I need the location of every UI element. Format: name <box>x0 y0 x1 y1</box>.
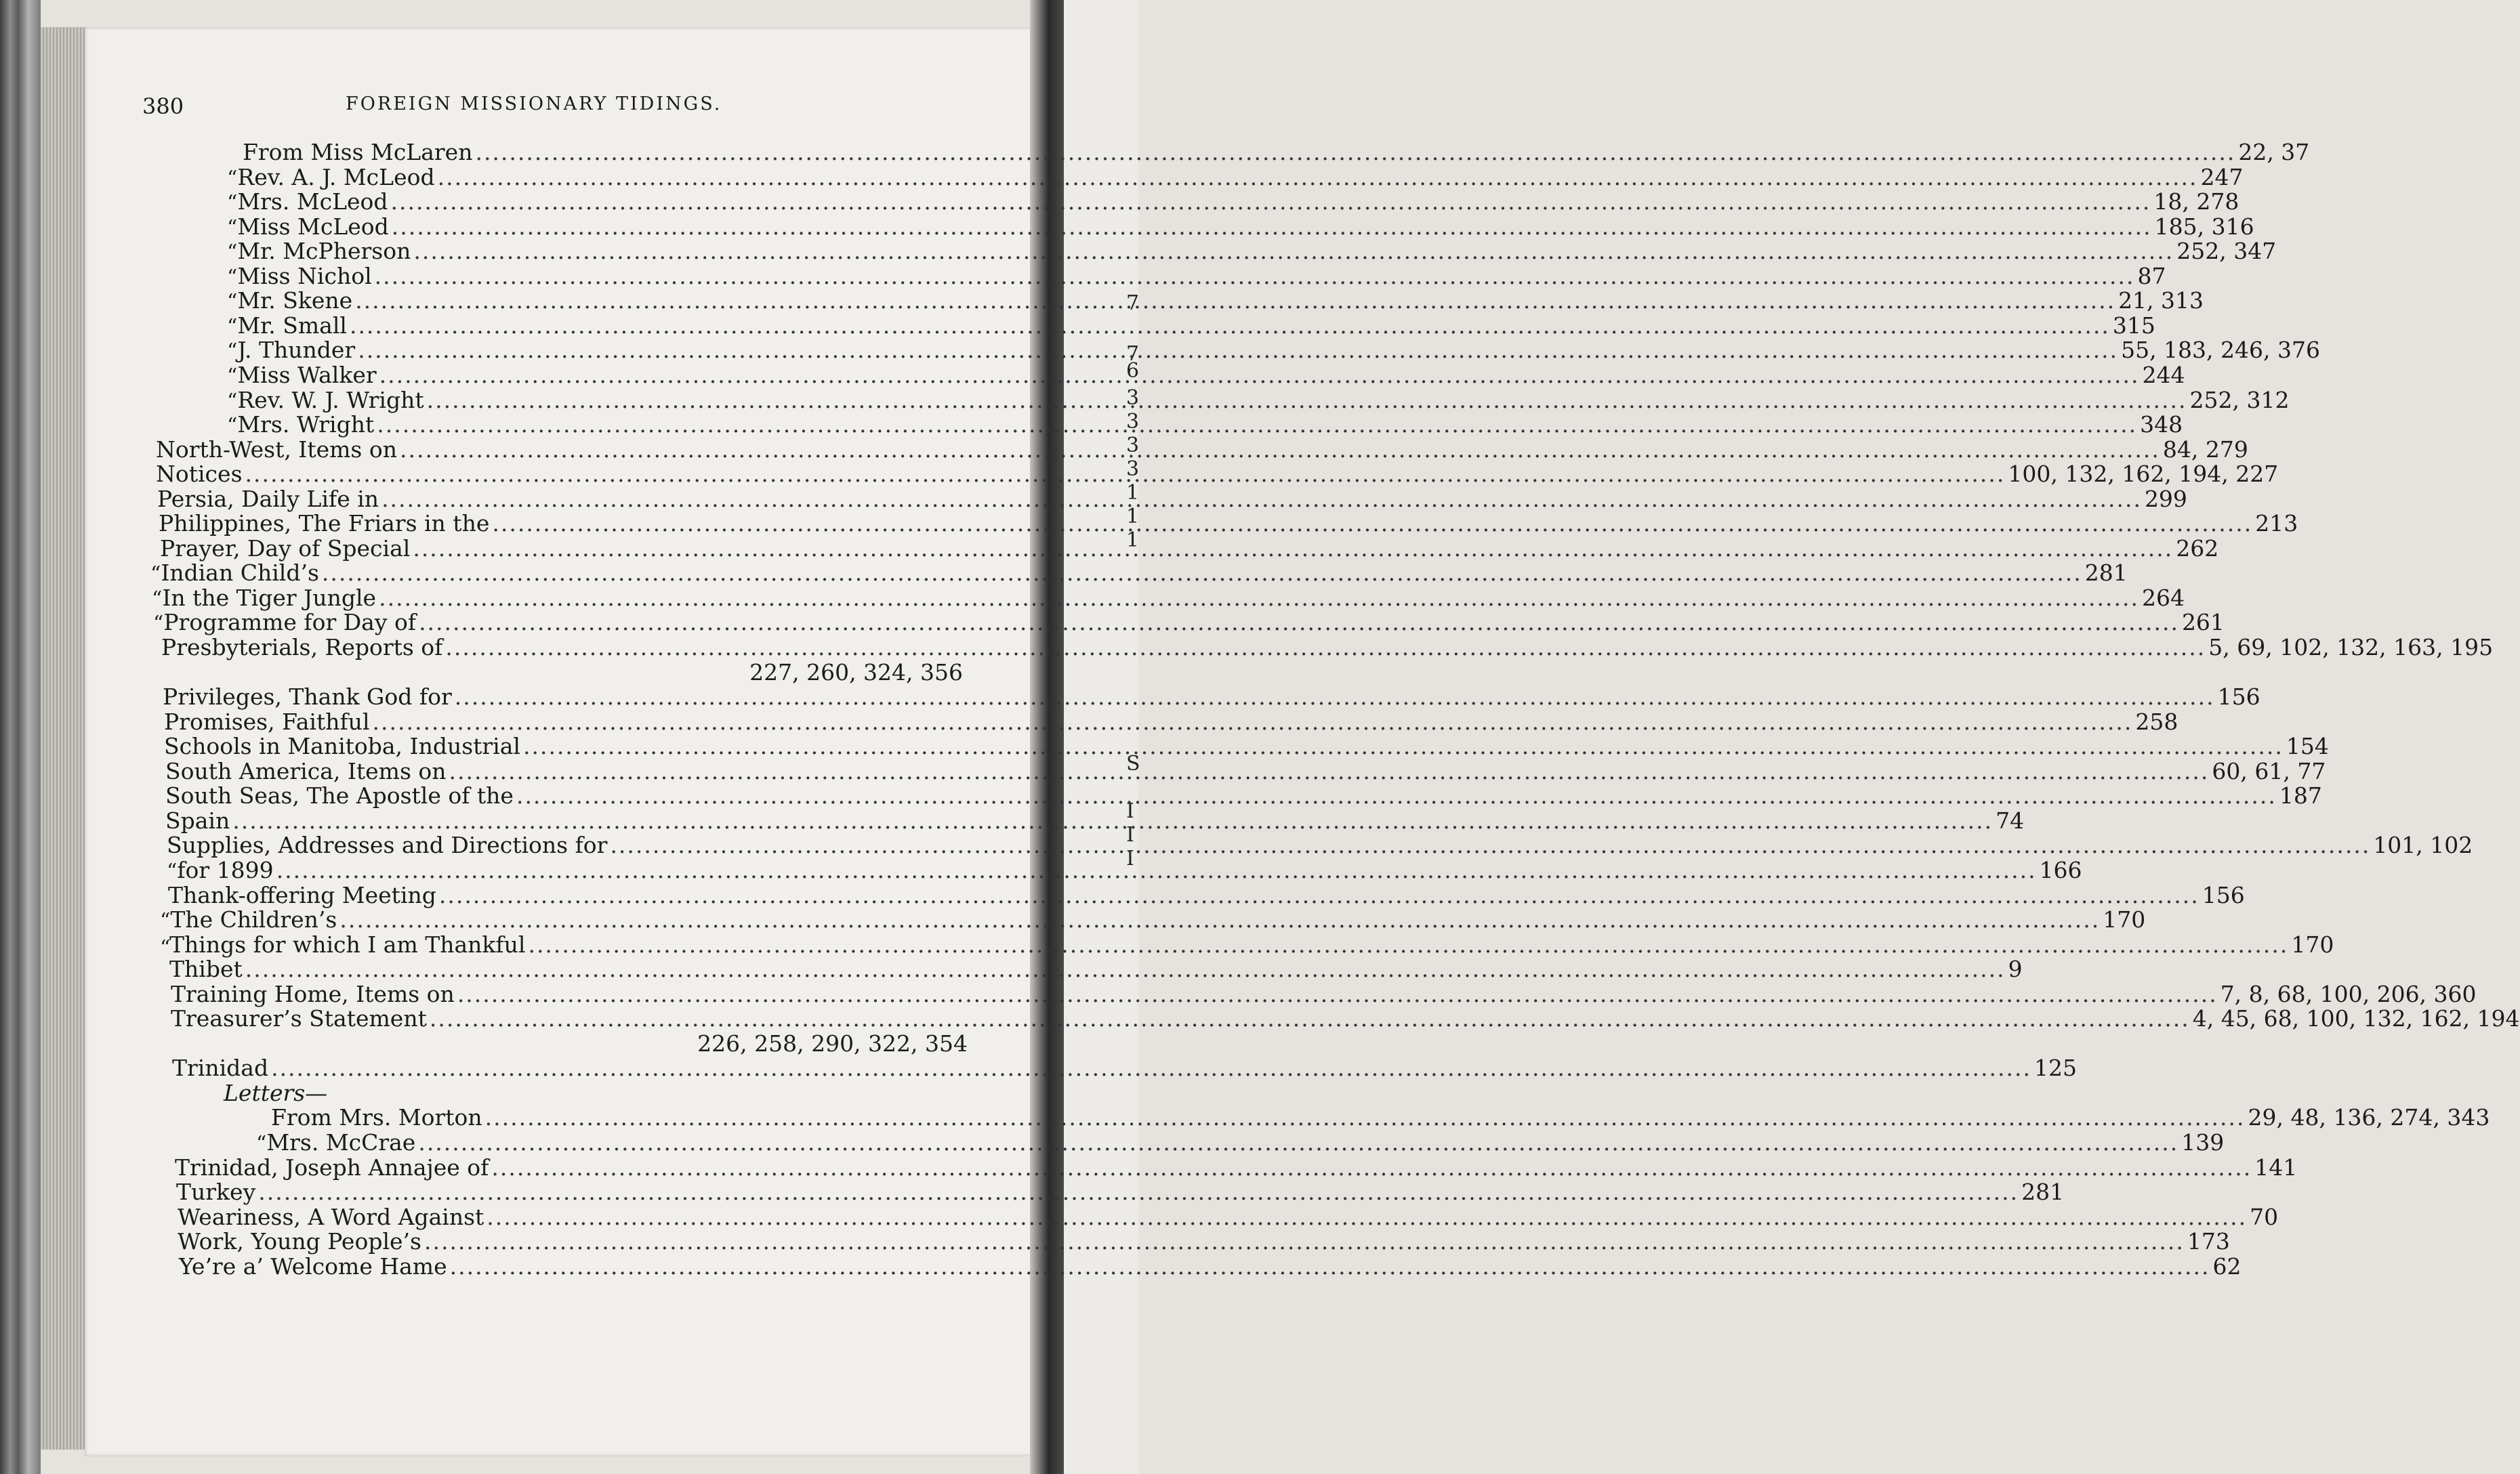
dot-leader <box>427 387 2187 414</box>
dot-leader <box>350 312 2110 339</box>
index-entry <box>165 807 2025 835</box>
entry-title: Miss McLeod <box>237 213 389 240</box>
index-entry <box>152 584 2185 612</box>
page-references: 170 <box>2103 906 2146 933</box>
index-entry <box>176 1179 2065 1206</box>
ditto-mark: “ <box>150 562 161 587</box>
index-entry <box>227 337 2320 364</box>
index-entry <box>164 733 2329 760</box>
dot-leader <box>392 213 2152 240</box>
dot-leader <box>271 1055 2031 1082</box>
index-entry <box>256 1129 2225 1156</box>
next-page-fragment: 7 <box>1126 342 1140 366</box>
entry-title: Promises, Faithful <box>164 708 370 735</box>
page-references: 213 <box>2255 510 2298 537</box>
dot-leader <box>457 981 2218 1008</box>
next-page-fragment: 3 <box>1126 434 1140 457</box>
dot-leader <box>445 634 2206 661</box>
entry-title: Indian Child’s <box>161 560 319 587</box>
dot-leader <box>475 139 2235 166</box>
index-entry <box>227 238 2277 265</box>
page-references: 62 <box>2212 1252 2242 1280</box>
entry-title: The Children’s <box>170 906 337 933</box>
next-page-fragment: 3 <box>1126 410 1140 434</box>
page-references: 315 <box>2112 312 2155 339</box>
dot-leader <box>492 510 2252 537</box>
entry-title: Presbyterials, Reports of <box>161 634 443 660</box>
page-references: 7, 8, 68, 100, 206, 360 <box>2220 980 2477 1007</box>
entry-title: Rev. A. J. McLeod <box>237 163 435 190</box>
index-entry <box>150 560 2128 587</box>
page-references: 22, 37 <box>2238 139 2310 165</box>
entry-title: Things for which I am Thankful <box>169 931 526 958</box>
entry-title: Programme for Day of <box>163 609 417 636</box>
entry-title: Ye’re a’ Welcome Hame <box>179 1252 447 1280</box>
entry-title: South America, Items on <box>165 757 447 784</box>
dot-leader <box>424 1228 2185 1255</box>
next-page-fragment: 1 <box>1126 528 1140 552</box>
index-entry <box>224 1080 968 1107</box>
page-references: 87 <box>2137 262 2166 289</box>
entry-title: Letters— <box>224 1079 328 1106</box>
page-references: 261 <box>2181 609 2225 636</box>
page-references: 60, 61, 77 <box>2212 757 2326 784</box>
index-entry <box>163 683 2260 711</box>
entry-title: Privileges, Thank God for <box>163 683 452 711</box>
index-entry <box>159 510 2298 537</box>
index-entry <box>167 856 2082 884</box>
dot-leader <box>610 832 2370 859</box>
entry-title: Miss Walker <box>237 361 377 388</box>
dot-leader <box>485 1104 2246 1131</box>
page-references: 154 <box>2286 733 2329 760</box>
dot-leader <box>232 807 1993 835</box>
dot-leader <box>413 238 2174 265</box>
entry-title: Prayer, Day of Special <box>160 534 411 562</box>
next-page-fragment: I <box>1126 823 1134 847</box>
entry-title: Spain <box>165 807 230 834</box>
ditto-mark: “ <box>152 587 163 611</box>
page-references: 4, 45, 68, 100, 132, 162, 194 <box>2192 1005 2520 1032</box>
entry-title: for 1899 <box>177 856 274 883</box>
entry-title: Schools in Manitoba, Industrial <box>164 733 520 760</box>
ditto-mark: “ <box>167 859 178 883</box>
dot-leader <box>339 906 2100 933</box>
dot-leader <box>450 1253 2210 1280</box>
entry-title: Work, Young People’s <box>178 1228 421 1255</box>
entry-title: Mrs. Wright <box>237 411 375 438</box>
next-page-fragment: S <box>1126 752 1140 776</box>
page-references: 170 <box>2291 931 2334 958</box>
page-references: 70 <box>2250 1203 2279 1230</box>
index-entry <box>169 956 2023 983</box>
index-entry <box>179 1252 2242 1280</box>
page-references: 185, 316 <box>2154 213 2254 240</box>
index-entry <box>171 1005 2520 1032</box>
entry-title: Turkey <box>176 1179 256 1206</box>
ditto-mark: “ <box>227 414 238 438</box>
index-entry <box>161 634 2494 661</box>
book-binding <box>0 0 41 1474</box>
dot-leader <box>418 1129 2178 1156</box>
next-page-fragment: 3 <box>1126 386 1140 410</box>
page-references: 252, 312 <box>2189 386 2290 413</box>
index-entry <box>227 312 2155 339</box>
index-entry <box>227 386 2290 414</box>
dot-leader <box>400 436 2160 463</box>
ditto-mark: “ <box>227 290 238 314</box>
page-references: 101, 102 <box>2373 832 2473 859</box>
page-references: 264 <box>2141 584 2185 611</box>
page-references: 100, 132, 162, 194, 227 <box>2008 461 2279 488</box>
page-references: 262 <box>2176 534 2219 562</box>
page-references: 166 <box>2039 856 2082 883</box>
entry-title: Mrs. McCrae <box>266 1129 416 1156</box>
page-number: 380 <box>142 93 184 119</box>
index-entry <box>175 1154 2298 1181</box>
ditto-mark: “ <box>227 191 238 215</box>
dot-leader <box>528 931 2288 959</box>
page-references: 247 <box>2200 163 2244 190</box>
index-entry <box>178 1228 2230 1255</box>
page-references: 5, 69, 102, 132, 163, 195 <box>2208 634 2494 660</box>
dot-leader <box>375 263 2135 290</box>
page-references: 173 <box>2187 1228 2230 1255</box>
ditto-mark: “ <box>227 215 238 240</box>
index-entry-continuation <box>171 1030 968 1057</box>
dot-leader <box>373 709 2133 736</box>
page-references: 29, 48, 136, 274, 343 <box>2248 1104 2490 1131</box>
index-entry <box>153 609 2225 636</box>
ditto-mark: “ <box>227 364 238 388</box>
dot-leader <box>523 733 2284 760</box>
dot-leader <box>516 782 2277 809</box>
ditto-mark: “ <box>227 265 238 289</box>
page-references: 18, 278 <box>2153 188 2239 215</box>
dot-leader <box>358 337 2118 364</box>
index-entry <box>271 1104 2490 1131</box>
dot-leader <box>419 609 2179 636</box>
dot-leader <box>379 585 2139 612</box>
entry-title: Trinidad, Joseph Annajee of <box>175 1154 489 1181</box>
entry-title: Persia, Daily Life in <box>157 485 379 512</box>
entry-title: Miss Nichol <box>237 262 372 289</box>
dot-leader <box>438 164 2198 191</box>
page-references: 84, 279 <box>2162 436 2248 463</box>
page-references: 281 <box>2084 560 2128 587</box>
index-entry <box>156 461 2279 488</box>
entry-title: Rev. W. J. Wright <box>237 386 424 413</box>
index-entry <box>227 361 2185 389</box>
page-references: 139 <box>2181 1129 2225 1156</box>
dot-leader <box>322 560 2082 587</box>
index-entry <box>227 213 2254 240</box>
index-entry <box>165 782 2322 809</box>
dot-leader <box>413 535 2173 562</box>
page-references: 55, 183, 246, 376 <box>2121 337 2320 364</box>
entry-title: Philippines, The Friars in the <box>159 510 490 537</box>
entry-title: Treasurer’s Statement <box>171 1005 427 1032</box>
dot-leader <box>439 882 2199 909</box>
dot-leader <box>449 758 2210 785</box>
page-references: 226, 258, 290, 322, 354 <box>697 1030 968 1057</box>
page-references: 74 <box>1996 807 2025 834</box>
dot-leader <box>381 486 2142 513</box>
ditto-mark: “ <box>227 339 238 364</box>
entry-title: From Miss McLaren <box>243 139 473 165</box>
dot-leader <box>355 287 2115 314</box>
page-references: 156 <box>2217 683 2260 711</box>
ditto-mark: “ <box>256 1132 267 1156</box>
index-entry <box>164 708 2178 736</box>
running-head: FOREIGN MISSIONARY TIDINGS. <box>346 93 722 114</box>
page-references: 187 <box>2279 782 2322 809</box>
next-page-fragment: 1 <box>1126 505 1140 528</box>
index-entry <box>243 139 2310 166</box>
entry-title: Mr. Skene <box>237 287 353 314</box>
dot-leader <box>391 188 2151 215</box>
page-references: 244 <box>2142 361 2185 388</box>
entry-title: Mr. Small <box>237 312 347 339</box>
dot-leader <box>245 956 2006 983</box>
entry-title: South Seas, The Apostle of the <box>165 782 514 809</box>
index-entry <box>169 931 2334 959</box>
entry-title: Thibet <box>169 956 243 983</box>
ditto-mark: “ <box>227 240 238 265</box>
index-entry <box>227 262 2166 290</box>
entry-title: Mr. McPherson <box>237 238 411 265</box>
page-references: 125 <box>2033 1055 2077 1082</box>
index-entry-continuation <box>161 659 963 686</box>
index-entry <box>160 534 2219 562</box>
index-entry <box>227 188 2239 215</box>
page-references: 9 <box>2008 956 2023 983</box>
page-references: 21, 313 <box>2118 287 2204 314</box>
entry-title: North-West, Items on <box>156 436 397 463</box>
index-entry <box>157 485 2187 513</box>
index-entry <box>171 980 2477 1008</box>
dot-leader <box>258 1179 2019 1206</box>
index-entry <box>178 1203 2279 1231</box>
ditto-mark: “ <box>227 166 238 190</box>
index-entry <box>227 163 2244 191</box>
ditto-mark: “ “ <box>160 909 171 961</box>
page-references: 258 <box>2135 708 2178 735</box>
index-entry <box>172 1055 2077 1082</box>
entry-title: Weariness, A Word Against <box>178 1203 484 1230</box>
index-entry <box>227 287 2204 314</box>
page-references: 252, 347 <box>2176 238 2277 265</box>
ditto-mark: “ <box>227 389 238 413</box>
dot-leader <box>430 1005 2190 1032</box>
entry-title: Notices <box>156 461 243 488</box>
next-page-fragment: 3 <box>1126 457 1140 481</box>
index-entry <box>167 832 2473 859</box>
page-references: 227, 260, 324, 356 <box>749 658 963 686</box>
next-page-fragment: I <box>1126 799 1134 823</box>
dot-leader <box>487 1204 2247 1231</box>
ditto-mark: “ <box>153 612 164 636</box>
index-entry <box>168 881 2245 909</box>
page-references: 348 <box>2140 411 2183 438</box>
next-page-fragment: I <box>1126 847 1134 870</box>
entry-title: Supplies, Addresses and Directions for <box>167 832 608 859</box>
dot-leader <box>491 1154 2252 1181</box>
page-references: 299 <box>2144 485 2187 512</box>
entry-title: Mrs. McLeod <box>237 188 388 215</box>
index-entry <box>156 436 2248 463</box>
entry-title: Trinidad <box>172 1055 269 1082</box>
dot-leader <box>276 857 2037 884</box>
dot-leader <box>245 461 2006 488</box>
entry-title: In the Tiger Jungle <box>162 584 377 611</box>
entry-title: From Mrs. Morton <box>271 1104 482 1131</box>
next-page-fragment: 7 <box>1126 291 1140 315</box>
next-page-fragment: 1 <box>1126 481 1140 505</box>
dot-leader <box>379 362 2140 389</box>
entry-title: J. Thunder <box>237 337 356 364</box>
entry-title: Thank-offering Meeting <box>168 881 436 908</box>
index-entry <box>165 757 2326 785</box>
index-entry <box>227 411 2183 438</box>
entry-title: Training Home, Items on <box>171 980 455 1007</box>
page-references: 141 <box>2254 1154 2298 1181</box>
next-page-fragment: 6 <box>1126 359 1140 383</box>
dot-leader <box>455 683 2215 711</box>
page-references: 281 <box>2021 1179 2065 1206</box>
ditto-mark: “ <box>227 314 238 339</box>
page-edges <box>41 27 88 1450</box>
page-references: 156 <box>2202 881 2245 908</box>
dot-leader <box>377 411 2137 438</box>
